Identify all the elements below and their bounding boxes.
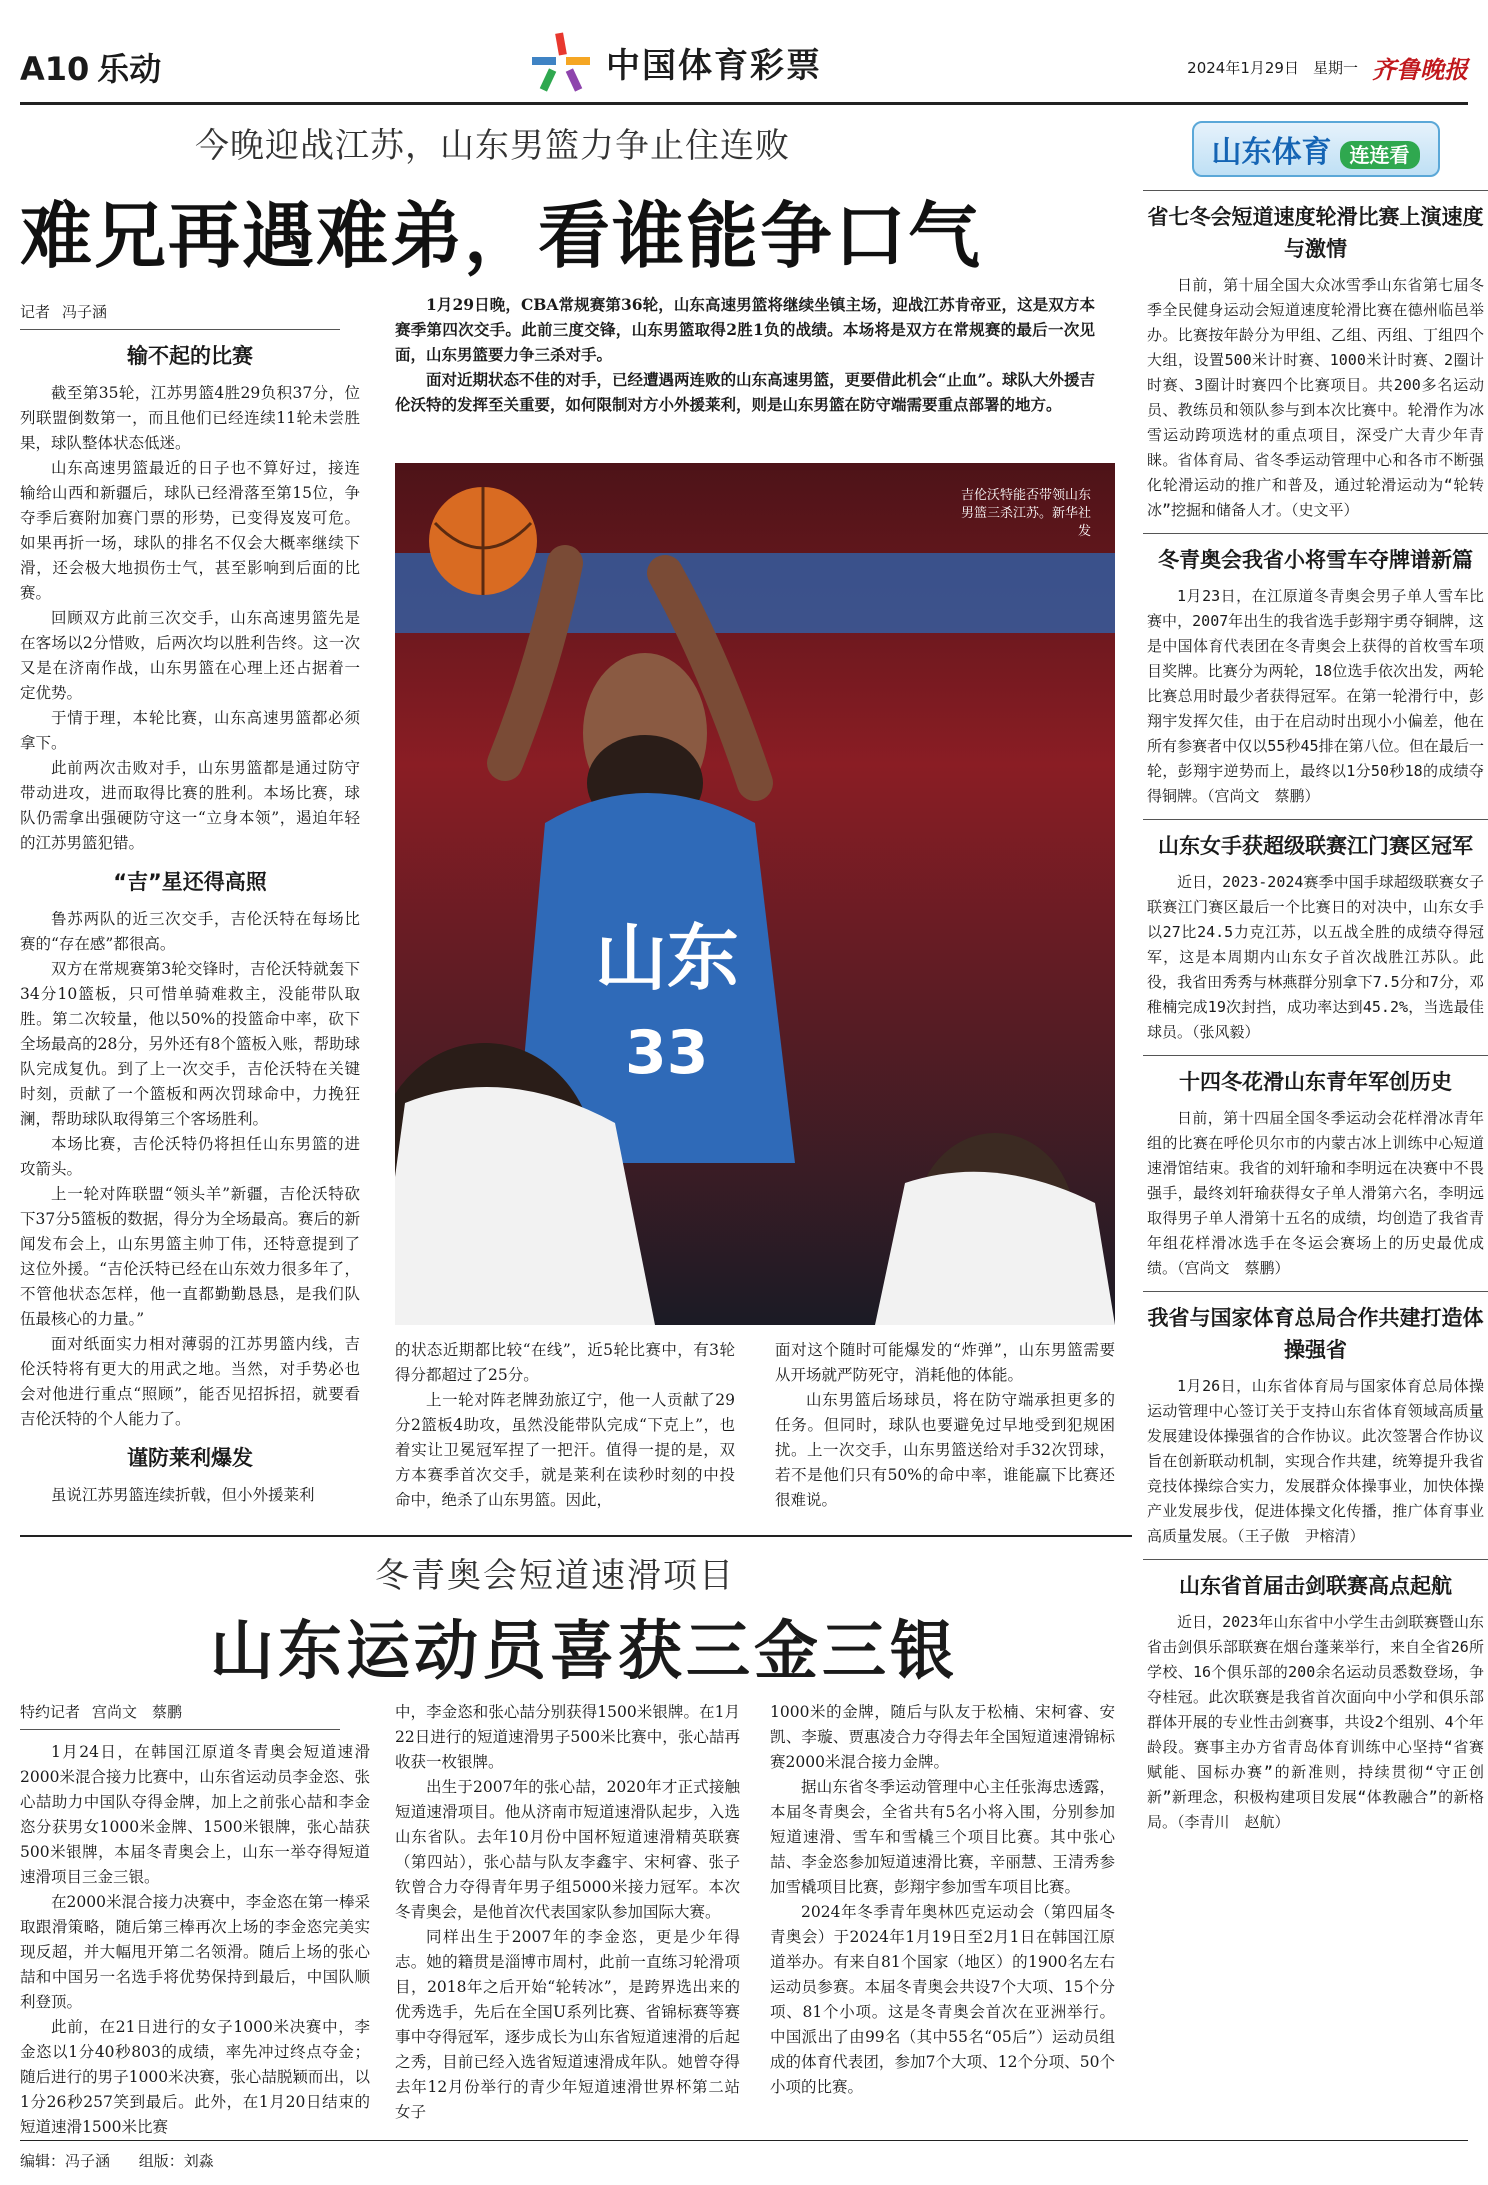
game-photo <box>395 463 1115 1325</box>
briefs-sidebar <box>1143 108 1488 1845</box>
paragraph: 面对这个随时可能爆发的“炸弹”，山东男篮需要从开场就严防死守，消耗他的体能。 <box>775 1341 1115 1384</box>
paragraph: 上一轮对阵联盟“领头羊”新疆，吉伦沃特砍下37分5篮板的数据，得分为全场最高。赛后的新闻发布会上，山东男篮主帅丁伟，还特意提到了这位外援。“吉伦沃特已经在山东效力很多年了，不管他状态怎样，他一直都勤勤恳恳，是我们队伍最核心的力量。” <box>20 1185 360 1328</box>
jersey-number: 33 <box>625 1018 709 1088</box>
paragraph: 本场比赛，吉伦沃特仍将担任山东男篮的进攻箭头。 <box>20 1135 360 1178</box>
paragraph: 双方在常规赛第3轮交锋时，吉伦沃特就轰下34分10篮板，只可惜单骑难救主，没能带队取胜。第二次较量，他以50%的投篮命中率，砍下全场最高的28分，另外还有8个篮板入账，帮助球队完成复仇。到了上一次交手，吉伦沃特在关键时刻，贡献了一个篮板和两次罚球命中，力挽狂澜，帮助球队取得第三个客场胜利。 <box>20 960 360 1128</box>
issue-date: 2024年1月29日 <box>1187 59 1299 77</box>
paragraph: 据山东省冬季运动管理中心主任张海忠透露，本届冬青奥会，全省共有5名小将入围，分别参加短道速滑、雪车和雪橇三个项目比赛。其中张心喆、李金恣参加短道速滑比赛，辛丽慧、王清秀参加雪橇项目比赛，彭翔宇参加雪车项目比赛。 <box>770 1778 1115 1896</box>
brief-text: 日前，第十届全国大众冰雪季山东省第七届冬季全民健身运动会短道速度轮滑比赛在德州临邑举办。比赛按年龄分为甲组、乙组、丙组、丁组四个大组，设置500米计时赛、1000米计时赛、2圈计时赛、3圈计时赛四个比赛项目。共200多名运动员、教练员和领队参与到本次比赛中。轮滑作为冰雪运动跨项选材的重点项目，深受广大青少年青睐。省体育局、省冬季运动管理中心和各市不断强化轮滑运动的推广和普及，通过轮滑运动为“轮转冰”挖掘和储备人才。（史文平） <box>1147 276 1484 519</box>
article-column-1 <box>20 300 360 1508</box>
second-article-subtitle: 冬青奥会短道速滑项目 <box>375 1556 735 1596</box>
page-footer <box>20 2150 238 2171</box>
brief-item <box>1143 1291 1488 1549</box>
brief-text: 1月26日，山东省体育局与国家体育总局体操运动管理中心签订关于支持山东省体育领域高质量发展建设体操强省的合作协议。此次签署合作协议旨在创新联动机制，实现合作共建，统筹提升我省竞技体操综合实力，发展群众体操事业，加快体操产业发展步伐，促进体操文化传播，推广体育事业高质量发展。（王子傲 尹榕清） <box>1147 1377 1484 1545</box>
brief-text: 日前，第十四届全国冬季运动会花样滑冰青年组的比赛在呼伦贝尔市的内蒙古冰上训练中心短道速滑馆结束。我省的刘轩瑜和李明远在决赛中不畏强手，最终刘轩瑜获得女子单人滑第六名，李明远取得男子单人滑第十五名的成绩，均创造了我省青年组花样滑冰选手在冬运会赛场上的历史最优成绩。（宫尚文 蔡鹏） <box>1147 1109 1484 1277</box>
lead-paragraph: 面对近期状态不佳的对手，已经遭遇两连败的山东高速男篮，更要借此机会“止血”。球队大外援吉伦沃特的发挥至关重要，如何限制对方小外援莱利，则是山东男篮在防守端需要重点部署的地方。 <box>395 370 1095 414</box>
paragraph: 1月24日，在韩国江原道冬青奥会短道速滑2000米混合接力比赛中，山东省运动员李金恣、张心喆助力中国队夺得金牌，加上之前张心喆和李金恣分获男女1000米金牌、1500米银牌，张心喆获500米银牌，本届冬青奥会上，山东一举夺得短道速滑项目三金三银。 <box>20 1743 370 1886</box>
section-heading: “吉”星还得高照 <box>113 870 267 894</box>
paragraph: 上一轮对阵老牌劲旅辽宁，他一人贡献了29分2篮板4助攻，虽然没能带队完成“下克上”，也着实让卫冕冠军捏了一把汗。值得一提的是，双方本赛季首次交手，就是莱利在读秒时刻的中投命中，绝杀了山东男篮。因此， <box>395 1391 735 1509</box>
page-id <box>20 44 161 90</box>
brief-title: 冬青奥会我省小将雪车夺牌谱新篇 <box>1158 548 1473 572</box>
paragraph: 鲁苏两队的近三次交手，吉伦沃特在每场比赛的“存在感”都很高。 <box>20 910 360 953</box>
article-column-3 <box>775 1338 1115 1513</box>
paragraph: 山东高速男篮最近的日子也不算好过，接连输给山西和新疆后，球队已经滑落至第15位，争夺季后赛附加赛门票的形势，已变得岌岌可危。如果再折一场，球队的排名不仅会大概率继续下滑，还会极大地损伤士气，甚至影响到后面的比赛。 <box>20 459 360 602</box>
section-heading: 输不起的比赛 <box>127 344 253 368</box>
brief-title: 山东女手获超级联赛江门赛区冠军 <box>1158 834 1473 858</box>
paragraph: 2024年冬季青年奥林匹克运动会（第四届冬青奥会）于2024年1月19日至2月1日在韩国江原道举办。有来自81个国家（地区）的1900名左右运动员参赛。本届冬青奥会共设7个大项、15个分项、81个小项。这是冬青奥会首次在亚洲举行。中国派出了由99名（其中55名“05后”）运动员组成的体育代表团，参加7个大项、12个分项、50个小项的比赛。 <box>770 1903 1115 2096</box>
second-article-column-1 <box>20 1700 370 2140</box>
brief-title: 山东省首届击剑联赛高点起航 <box>1179 1574 1452 1598</box>
main-title: 难兄再遇难弟，看谁能争口气 <box>20 193 983 278</box>
paragraph: 1000米的金牌，随后与队友于松楠、宋柯睿、安凯、李璇、贾惠凌合力夺得去年全国短道速滑锦标赛2000米混合接力金牌。 <box>770 1703 1115 1771</box>
paragraph: 面对纸面实力相对薄弱的江苏男篮内线，吉伦沃特将有更大的用武之地。当然，对手势必也会对他进行重点“照顾”，能否见招拆招，就要看吉伦沃特的个人能力了。 <box>20 1335 360 1428</box>
article-column-2 <box>395 1338 735 1513</box>
byline: 特约记者 宫尚文 蔡鹏 <box>20 1700 340 1730</box>
paragraph: 截至第35轮，江苏男篮4胜29负积37分，位列联盟倒数第一，而且他们已经连续11轮未尝胜果，球队整体状态低迷。 <box>20 384 360 452</box>
issue-weekday: 星期一 <box>1312 59 1358 77</box>
brief-item <box>1143 533 1488 809</box>
lottery-banner <box>530 30 822 94</box>
second-article-column-3 <box>770 1700 1115 2100</box>
section-divider <box>20 1535 1132 1537</box>
page-number: A10 <box>20 50 90 88</box>
paragraph: 回顾双方此前三次交手，山东高速男篮先是在客场以2分惜败，后两次均以胜利告终。这一次又是在济南作战，山东男篮在心理上还占据着一定优势。 <box>20 609 360 702</box>
photo-caption: 吉伦沃特能否带领山东男篮三杀江苏。新华社发 <box>961 488 1092 539</box>
page-header <box>20 30 1468 100</box>
paragraph: 此前两次击败对手，山东男篮都是通过防守带动进攻，进而取得比赛的胜利。本场比赛，球队仍需拿出强硬防守这一“立身本领”，遏迫年轻的江苏男篮犯错。 <box>20 759 360 852</box>
sidebar-logo <box>1143 108 1488 190</box>
basketball-player-illustration <box>395 463 1115 1325</box>
section-heading: 谨防莱利爆发 <box>127 1446 253 1470</box>
footer-rule <box>20 2140 1468 2141</box>
main-subtitle: 今晚迎战江苏，山东男篮力争止住连败 <box>195 126 790 166</box>
paragraph: 此前，在21日进行的女子1000米决赛中，李金恣以1分40秒803的成绩，率先冲过终点夺金；随后进行的男子1000米决赛，张心喆脱颖而出，以1分26秒257笑到最后。此外，在1月20日结束的短道速滑1500米比赛 <box>20 2018 370 2136</box>
lead-paragraph: 1月29日晚，CBA常规赛第36轮，山东高速男篮将继续坐镇主场，迎战江苏肯帝亚，这是双方本赛季第四次交手。此前三度交锋，山东男篮取得2胜1负的战绩。本场将是双方在常规赛的最后一次见面，山东男篮要力争三杀对手。 <box>395 295 1095 364</box>
article-lead <box>395 292 1095 417</box>
paragraph: 同样出生于2007年的李金恣，更是少年得志。她的籍贯是淄博市周村，此前一直练习轮滑项目，2018年之后开始“轮转冰”，是跨界选出来的优秀选手，先后在全国U系列比赛、省锦标赛等赛事中夺得冠军，逐步成长为山东省短道速滑的后起之秀，目前已经入选省短道速滑成年队。她曾夺得去年12月份举行的青少年短道速滑世界杯第二站女子 <box>395 1928 740 2121</box>
sidebar-logo-badge: 连连看 <box>1340 141 1420 169</box>
sidebar-logo-main: 山东体育 <box>1211 135 1332 170</box>
second-article-column-2 <box>395 1700 740 2125</box>
lottery-title: 中国体育彩票 <box>606 45 822 86</box>
byline: 记者 冯子涵 <box>20 300 340 330</box>
brief-item <box>1143 1559 1488 1835</box>
jersey-team-name: 山东 <box>595 916 740 1000</box>
paragraph: 在2000米混合接力决赛中，李金恣在第一棒采取跟滑策略，随后第三棒再次上场的李金恣完美实现反超，并大幅甩开第二名领滑。随后上场的张心喆和中国另一名选手将优势保持到最后，中国队顺利登顶。 <box>20 1893 370 2011</box>
editor-credit: 编辑：冯子涵 <box>20 2152 111 2170</box>
paragraph: 的状态近期都比较“在线”，近5轮比赛中，有3轮得分都超过了25分。 <box>395 1341 735 1384</box>
brief-text: 1月23日，在江原道冬青奥会男子单人雪车比赛中，2007年出生的我省选手彭翔宇勇夺铜牌，这是中国体育代表团在冬青奥会上获得的首枚雪车项目奖牌。比赛分为两轮，18位选手依次出发，两轮比赛总用时最少者获得冠军。在第一轮滑行中，彭翔宇发挥欠佳，由于在启动时出现小小偏差，他在所有参赛者中仅以55秒45排在第八位。但在最后一轮，彭翔宇逆势而上，最终以1分50秒18的成绩夺得铜牌。（宫尚文 蔡鹏） <box>1147 587 1484 805</box>
paragraph: 中，李金恣和张心喆分别获得1500米银牌。在1月22日进行的短道速滑男子500米比赛中，张心喆再收获一枚银牌。 <box>395 1703 740 1771</box>
brief-title: 十四冬花滑山东青年军创历史 <box>1179 1070 1452 1094</box>
paragraph: 出生于2007年的张心喆，2020年才正式接触短道速滑项目。他从济南市短道速滑队起步，入选山东省队。去年10月份中国杯短道速滑精英联赛（第四站），张心喆与队友李鑫宇、宋柯睿、张子钦曾合力夺得青年男子组5000米接力冠军。本次冬青奥会，是他首次代表国家队参加国际大赛。 <box>395 1778 740 1921</box>
paragraph: 于情于理，本轮比赛，山东高速男篮都必须拿下。 <box>20 709 360 752</box>
paper-name: 齐鲁晚报 <box>1372 55 1468 84</box>
brief-item <box>1143 190 1488 523</box>
lottery-star-icon <box>530 31 592 93</box>
dateline <box>1187 50 1468 85</box>
brief-item <box>1143 1055 1488 1281</box>
brief-text: 近日，2023年山东省中小学生击剑联赛暨山东省击剑俱乐部联赛在烟台蓬莱举行，来自全省26所学校、16个俱乐部的200余名运动员悉数登场，争夺桂冠。此次联赛是我省首次面向中小学和俱乐部群体开展的专业性击剑赛事，共设2个组别、4个年龄段。赛事主办方省青岛体育训练中心坚持“省赛赋能、国标办赛”的新准则，持续贯彻“守正创新”新理念，积极构建项目发展“体教融合”的新格局。（李青川 赵航） <box>1147 1613 1484 1831</box>
paragraph: 虽说江苏男篮连续折戟，但小外援莱利 <box>51 1486 315 1504</box>
brief-title: 省七冬会短道速度轮滑比赛上演速度与激情 <box>1147 205 1484 261</box>
second-article-title: 山东运动员喜获三金三银 <box>210 1614 958 1689</box>
brief-item <box>1143 819 1488 1045</box>
header-rule <box>20 102 1468 105</box>
paragraph: 山东男篮后场球员，将在防守端承担更多的任务。但同时，球队也要避免过早地受到犯规困扰。上一次交手，山东男篮送给对手32次罚球，若不是他们只有50%的命中率，谁能赢下比赛还很难说。 <box>775 1391 1115 1509</box>
brief-title: 我省与国家体育总局合作共建打造体操强省 <box>1147 1306 1484 1362</box>
layout-credit: 组版：刘淼 <box>138 2152 214 2170</box>
section-name: 乐动 <box>97 50 162 88</box>
brief-text: 近日，2023-2024赛季中国手球超级联赛女子联赛江门赛区最后一个比赛日的对决中，山东女手以27比24.5力克江苏，以五战全胜的成绩夺得冠军，这是本周期内山东女子首次战胜江苏队。此役，我省田秀秀与林燕群分别拿下7.5分和7分，邓稚楠完成19次封挡，成功率达到45.2%，当选最佳球员。（张风毅） <box>1147 873 1484 1041</box>
